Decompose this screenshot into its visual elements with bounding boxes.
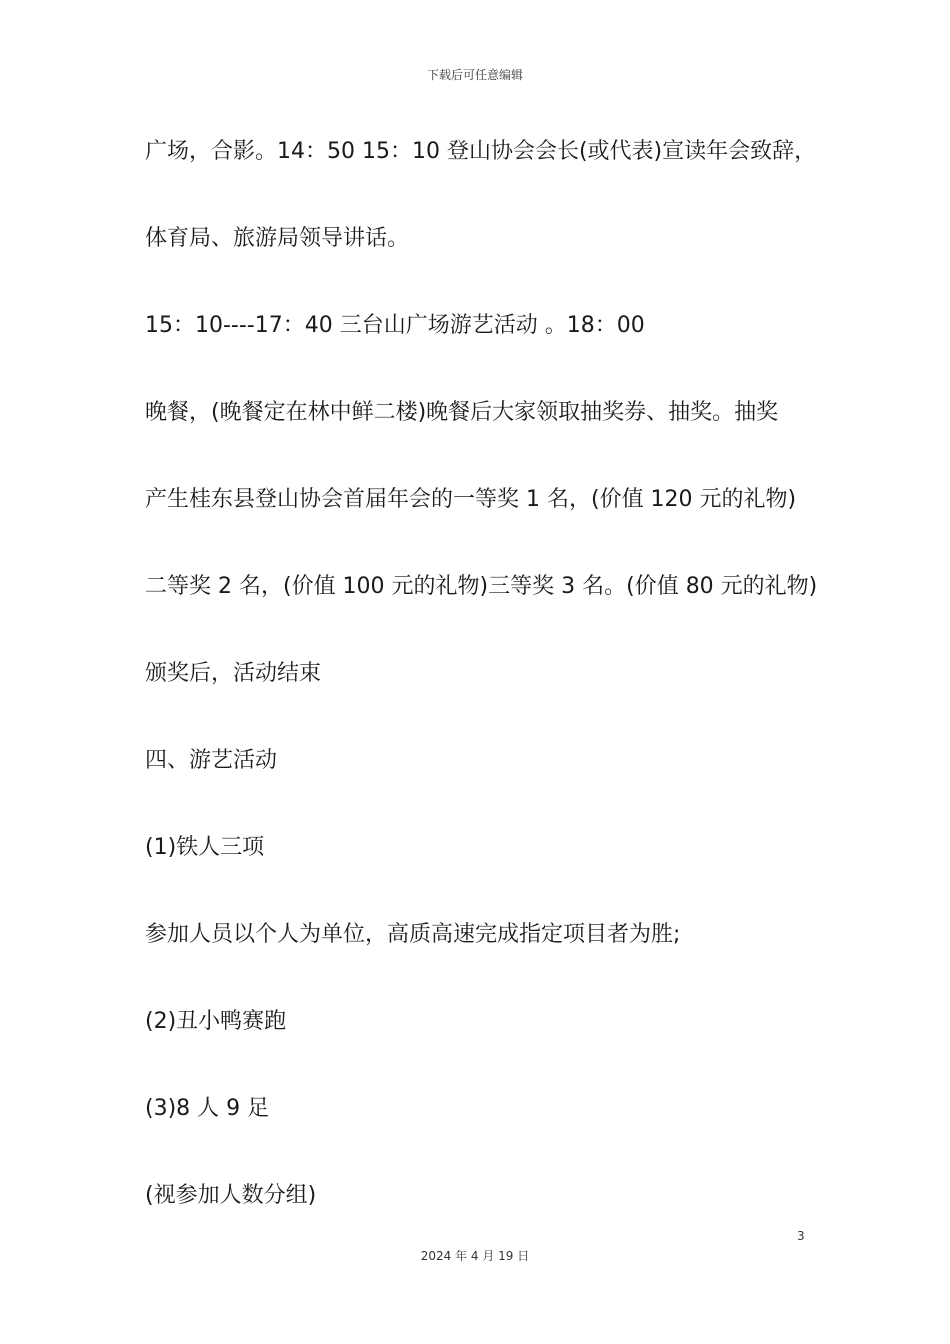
list-item-1: (1)铁人三项 — [145, 835, 265, 860]
body-line-10: 参加人员以个人为单位，高质高速完成指定项目者为胜; — [145, 922, 681, 947]
list-item-2: (2)丑小鸭赛跑 — [145, 1009, 287, 1034]
section-heading: 四、游艺活动 — [145, 748, 278, 773]
page-number: 3 — [797, 1229, 805, 1243]
body-line-5: 产生桂东县登山协会首届年会的一等奖 1 名，(价值 120 元的礼物) — [145, 487, 797, 512]
page-header-note: 下载后可任意编辑 — [426, 68, 523, 82]
body-line-13: (视参加人数分组) — [145, 1183, 317, 1208]
body-line-4: 晚餐，(晚餐定在林中鲜二楼)晚餐后大家领取抽奖券、抽奖。抽奖 — [145, 400, 779, 425]
footer-date: 2024 年 4 月 19 日 — [420, 1249, 530, 1263]
body-line-6: 二等奖 2 名，(价值 100 元的礼物)三等奖 3 名。(价值 80 元的礼物) — [145, 574, 818, 599]
list-item-3: (3)8 人 9 足 — [145, 1096, 270, 1121]
body-line-3: 15：10----17：40 三台山广场游艺活动 。18：00 — [145, 313, 645, 338]
body-line-2: 体育局、旅游局领导讲话。 — [145, 226, 410, 251]
body-line-1: 广场，合影。14：50 15：10 登山协会会长(或代表)宣读年会致辞， — [145, 139, 817, 164]
body-line-7: 颁奖后，活动结束 — [145, 661, 322, 686]
